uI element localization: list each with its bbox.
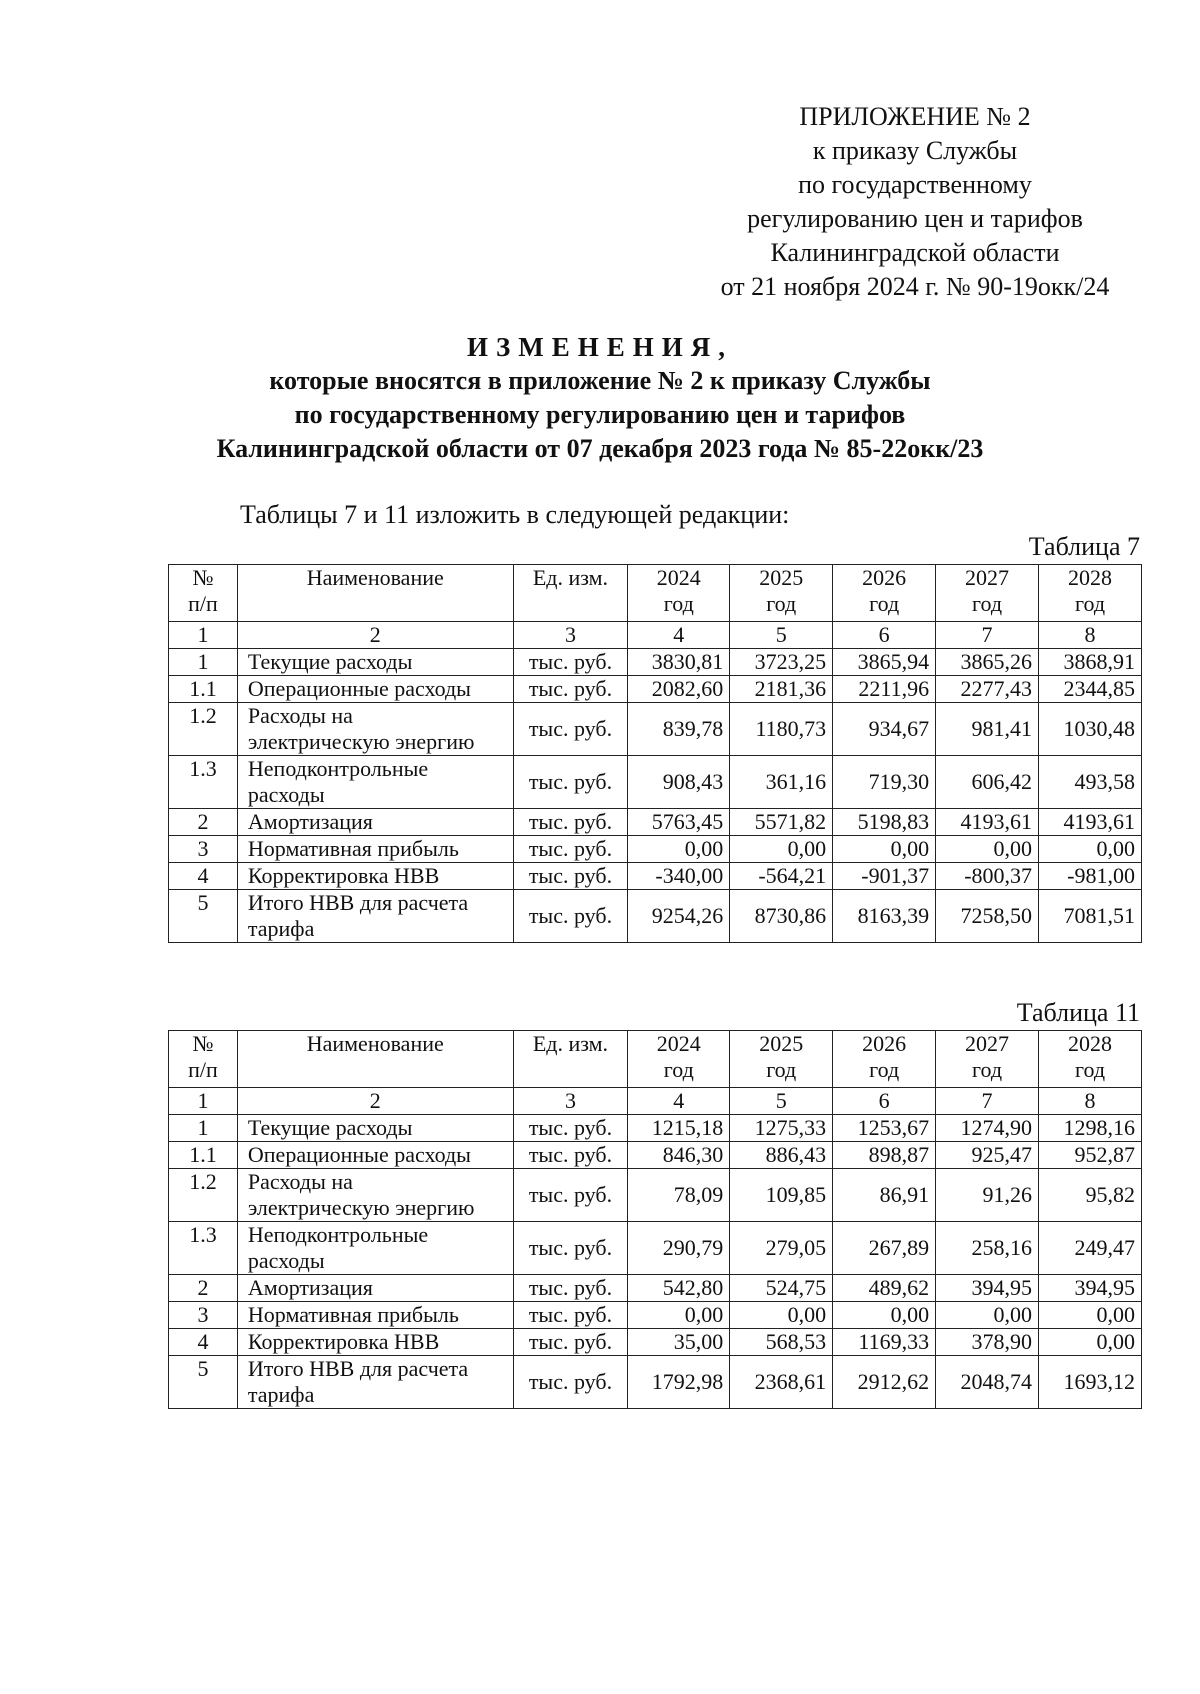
year-word: год [663,591,694,616]
row-unit-cell: тыс. руб. [513,1329,628,1356]
table-row [169,1142,1142,1169]
row-value-cell: 109,85 [730,1169,833,1222]
row-number-cell: 2 [169,1275,238,1302]
row-unit-cell: тыс. руб. [513,756,628,809]
row-value-cell: 86,91 [833,1169,936,1222]
row-value-cell: 290,79 [628,1222,730,1275]
row-value-cell: 3830,81 [628,649,730,676]
title-line: Калининградской области от 07 декабря 2023 года № 85-22окк/23 [216,434,984,463]
row-value-cell: 2344,85 [1039,676,1142,703]
row-value-cell: -564,21 [730,863,833,890]
row-number-cell: 1.3 [169,756,238,809]
column-number-cell: 7 [936,1088,1039,1115]
row-name-line: Неподконтрольные [247,1222,429,1247]
table-row [169,649,1142,676]
header-num-line: № [192,1031,214,1056]
table-row [169,863,1142,890]
row-unit-cell: тыс. руб. [513,703,628,756]
header-cell-year [833,565,936,622]
column-number-cell: 1 [169,622,238,649]
row-value-cell: 606,42 [936,756,1039,809]
row-name-cell [237,649,513,676]
row-value-cell: 952,87 [1039,1142,1142,1169]
row-value-cell: 934,67 [833,703,936,756]
header-cell-year [936,565,1039,622]
row-value-cell: 3865,26 [936,649,1039,676]
row-value-cell: 3723,25 [730,649,833,676]
appendix-block [690,100,1140,304]
year-word: год [1074,591,1106,616]
table-row [169,890,1142,943]
table11-caption: Таблица 11 [1016,998,1140,1027]
table-row [169,1329,1142,1356]
table-row [169,1222,1142,1275]
row-name-line: тарифа [247,1382,315,1407]
row-name-line: расходы [247,1248,325,1273]
row-unit-cell: тыс. руб. [513,1302,628,1329]
row-value-cell: 5571,82 [730,809,833,836]
row-unit-cell: тыс. руб. [513,1356,628,1409]
header-cell-year [628,565,730,622]
row-name-line: Операционные расходы [247,1142,471,1167]
year-word: год [869,591,900,616]
year-label: 2024 [656,565,701,590]
row-number-cell: 5 [169,1356,238,1409]
column-number-row [169,622,1142,649]
row-name-cell [237,890,513,943]
row-value-cell: 542,80 [628,1275,730,1302]
row-value-cell: 91,26 [936,1169,1039,1222]
header-cell-year [628,1031,730,1088]
row-name-line: Амортизация [247,1275,373,1300]
row-value-cell: 524,75 [730,1275,833,1302]
row-value-cell: 267,89 [833,1222,936,1275]
header-cell-num [169,1031,238,1088]
year-word: год [972,1057,1003,1082]
row-value-cell: 7258,50 [936,890,1039,943]
table-row [169,1169,1142,1222]
year-label: 2026 [862,1031,907,1056]
year-label: 2028 [1068,1031,1112,1056]
row-value-cell: 0,00 [833,836,936,863]
row-unit-cell: тыс. руб. [513,1169,628,1222]
row-name-cell [237,1275,513,1302]
year-word: год [663,1057,694,1082]
row-number-cell: 1.3 [169,1222,238,1275]
row-value-cell: 908,43 [628,756,730,809]
column-number-cell: 8 [1039,622,1142,649]
table-row [169,703,1142,756]
row-unit-cell: тыс. руб. [513,836,628,863]
table-row [169,1356,1142,1409]
appendix-line: по государственному [798,170,1032,199]
row-value-cell: 279,05 [730,1222,833,1275]
year-label: 2027 [965,565,1010,590]
row-value-cell: 1180,73 [730,703,833,756]
row-value-cell: 1215,18 [628,1115,730,1142]
row-name-line: Корректировка НВВ [247,1329,440,1354]
row-value-cell: 2181,36 [730,676,833,703]
year-label: 2028 [1068,565,1112,590]
column-number-cell: 6 [833,622,936,649]
row-value-cell: 2368,61 [730,1356,833,1409]
row-value-cell: 1275,33 [730,1115,833,1142]
year-word: год [869,1057,900,1082]
column-number-cell: 5 [730,1088,833,1115]
row-name-line: Расходы на [247,1169,353,1194]
row-unit-cell: тыс. руб. [513,809,628,836]
row-value-cell: 1253,67 [833,1115,936,1142]
row-value-cell: 394,95 [936,1275,1039,1302]
title-heading: ИЗМЕНЕНИЯ, [466,332,733,362]
row-value-cell: 846,30 [628,1142,730,1169]
column-number-cell: 1 [169,1088,238,1115]
year-word: год [766,591,797,616]
row-value-cell: 0,00 [833,1302,936,1329]
row-number-cell: 5 [169,890,238,943]
row-name-line: Нормативная прибыль [247,836,459,861]
appendix-line: ПРИЛОЖЕНИЕ № 2 [799,102,1031,131]
row-name-line: Неподконтрольные [247,756,429,781]
row-value-cell: 258,16 [936,1222,1039,1275]
row-name-cell [237,1142,513,1169]
row-value-cell: 0,00 [1039,836,1142,863]
row-name-cell [237,756,513,809]
column-number-cell: 8 [1039,1088,1142,1115]
row-value-cell: -340,00 [628,863,730,890]
row-value-cell: 394,95 [1039,1275,1142,1302]
row-name-cell [237,676,513,703]
column-number-cell: 6 [833,1088,936,1115]
row-value-cell: 2277,43 [936,676,1039,703]
row-value-cell: 493,58 [1039,756,1142,809]
row-value-cell: 5763,45 [628,809,730,836]
row-number-cell: 1 [169,1115,238,1142]
row-name-line: электрическую энергию [247,1195,475,1220]
row-value-cell: 35,00 [628,1329,730,1356]
row-name-cell [237,1329,513,1356]
row-number-cell: 1.2 [169,703,238,756]
row-name-line: расходы [247,782,325,807]
row-value-cell: 8163,39 [833,890,936,943]
row-name-line: Нормативная прибыль [247,1302,459,1327]
title-line: которые вносятся в приложение № 2 к приказу Службы [269,366,931,395]
row-name-line: тарифа [247,916,315,941]
intro-text: Таблицы 7 и 11 изложить в следующей редакции: [240,500,790,529]
header-cell-unit: Ед. изм. [513,565,628,622]
row-number-cell: 4 [169,1329,238,1356]
row-number-cell: 4 [169,863,238,890]
header-cell-year [730,1031,833,1088]
table7-caption: Таблица 7 [1028,532,1140,561]
row-value-cell: 1298,16 [1039,1115,1142,1142]
row-name-line: Корректировка НВВ [247,863,440,888]
table-7 [168,564,1142,943]
row-value-cell: 361,16 [730,756,833,809]
row-value-cell: 4193,61 [1039,809,1142,836]
row-value-cell: 568,53 [730,1329,833,1356]
row-unit-cell: тыс. руб. [513,1222,628,1275]
row-name-cell [237,863,513,890]
header-cell-year [833,1031,936,1088]
row-name-cell [237,1356,513,1409]
column-number-cell: 3 [513,622,628,649]
row-value-cell: 2912,62 [833,1356,936,1409]
row-value-cell: -981,00 [1039,863,1142,890]
row-name-cell [237,703,513,756]
row-value-cell: 0,00 [936,1302,1039,1329]
row-name-line: электрическую энергию [247,729,475,754]
row-value-cell: 1693,12 [1039,1356,1142,1409]
row-value-cell: 9254,26 [628,890,730,943]
row-unit-cell: тыс. руб. [513,1275,628,1302]
row-value-cell: 3868,91 [1039,649,1142,676]
header-num-line: № [192,565,214,590]
row-value-cell: 898,87 [833,1142,936,1169]
header-cell-name: Наименование [237,565,513,622]
row-value-cell: 0,00 [936,836,1039,863]
row-name-line: Операционные расходы [247,676,471,701]
table-row [169,1302,1142,1329]
table-row [169,836,1142,863]
year-word: год [972,591,1003,616]
row-value-cell: -800,37 [936,863,1039,890]
row-value-cell: 981,41 [936,703,1039,756]
document-title [120,330,1080,466]
table-11 [168,1030,1142,1409]
row-value-cell: 0,00 [628,1302,730,1329]
column-number-cell: 5 [730,622,833,649]
table-row [169,756,1142,809]
row-value-cell: 95,82 [1039,1169,1142,1222]
row-value-cell: 8730,86 [730,890,833,943]
row-unit-cell: тыс. руб. [513,1115,628,1142]
year-label: 2025 [759,565,804,590]
header-cell-year [936,1031,1039,1088]
row-value-cell: 1030,48 [1039,703,1142,756]
year-label: 2027 [965,1031,1010,1056]
row-value-cell: 0,00 [730,836,833,863]
row-number-cell: 3 [169,1302,238,1329]
row-number-cell: 1 [169,649,238,676]
row-value-cell: 925,47 [936,1142,1039,1169]
row-value-cell: 378,90 [936,1329,1039,1356]
table-row [169,809,1142,836]
row-value-cell: 719,30 [833,756,936,809]
row-number-cell: 1.1 [169,676,238,703]
table-row [169,1275,1142,1302]
row-value-cell: -901,37 [833,863,936,890]
row-unit-cell: тыс. руб. [513,1142,628,1169]
row-value-cell: 4193,61 [936,809,1039,836]
column-number-cell: 3 [513,1088,628,1115]
table-row [169,1115,1142,1142]
header-cell-year [1039,1031,1142,1088]
row-name-line: Итого НВВ для расчета [247,1356,469,1381]
header-cell-year [1039,565,1142,622]
column-number-row [169,1088,1142,1115]
row-value-cell: 2211,96 [833,676,936,703]
row-name-line: Итого НВВ для расчета [247,890,469,915]
row-unit-cell: тыс. руб. [513,676,628,703]
header-row [169,565,1142,622]
row-value-cell: 78,09 [628,1169,730,1222]
row-name-line: Расходы на [247,703,353,728]
column-number-cell: 4 [628,1088,730,1115]
row-value-cell: 1792,98 [628,1356,730,1409]
row-value-cell: 886,43 [730,1142,833,1169]
row-value-cell: 0,00 [1039,1302,1142,1329]
row-name-cell [237,1169,513,1222]
year-label: 2026 [862,565,907,590]
row-value-cell: 5198,83 [833,809,936,836]
row-value-cell: 7081,51 [1039,890,1142,943]
row-value-cell: 3865,94 [833,649,936,676]
column-number-cell: 2 [237,1088,513,1115]
row-value-cell: 0,00 [1039,1329,1142,1356]
row-name-cell [237,809,513,836]
row-unit-cell: тыс. руб. [513,863,628,890]
row-name-cell [237,1302,513,1329]
header-cell-name: Наименование [237,1031,513,1088]
row-value-cell: 489,62 [833,1275,936,1302]
column-number-cell: 7 [936,622,1039,649]
header-num-line: п/п [188,591,218,616]
header-cell-unit: Ед. изм. [513,1031,628,1088]
row-value-cell: 1274,90 [936,1115,1039,1142]
row-name-line: Амортизация [247,809,373,834]
row-value-cell: 249,47 [1039,1222,1142,1275]
row-number-cell: 1.2 [169,1169,238,1222]
row-number-cell: 1.1 [169,1142,238,1169]
header-cell-num [169,565,238,622]
row-value-cell: 2082,60 [628,676,730,703]
year-label: 2024 [656,1031,701,1056]
year-label: 2025 [759,1031,804,1056]
row-value-cell: 0,00 [628,836,730,863]
header-cell-year [730,565,833,622]
column-number-cell: 2 [237,622,513,649]
appendix-line: Калининградской области [770,238,1060,267]
table-row [169,676,1142,703]
row-name-cell [237,1222,513,1275]
row-name-cell [237,1115,513,1142]
row-unit-cell: тыс. руб. [513,890,628,943]
year-word: год [1074,1057,1106,1082]
year-word: год [766,1057,797,1082]
appendix-line: от 21 ноября 2024 г. № 90-19окк/24 [720,272,1110,301]
header-num-line: п/п [188,1057,218,1082]
row-number-cell: 2 [169,809,238,836]
header-row [169,1031,1142,1088]
title-line: по государственному регулированию цен и тарифов [294,400,906,429]
row-name-cell [237,836,513,863]
row-name-line: Текущие расходы [247,1115,413,1140]
row-name-line: Текущие расходы [247,649,413,674]
row-number-cell: 3 [169,836,238,863]
row-value-cell: 0,00 [730,1302,833,1329]
row-value-cell: 839,78 [628,703,730,756]
row-value-cell: 1169,33 [833,1329,936,1356]
column-number-cell: 4 [628,622,730,649]
appendix-line: регулированию цен и тарифов [747,204,1083,233]
appendix-line: к приказу Службы [812,136,1018,165]
row-unit-cell: тыс. руб. [513,649,628,676]
row-value-cell: 2048,74 [936,1356,1039,1409]
